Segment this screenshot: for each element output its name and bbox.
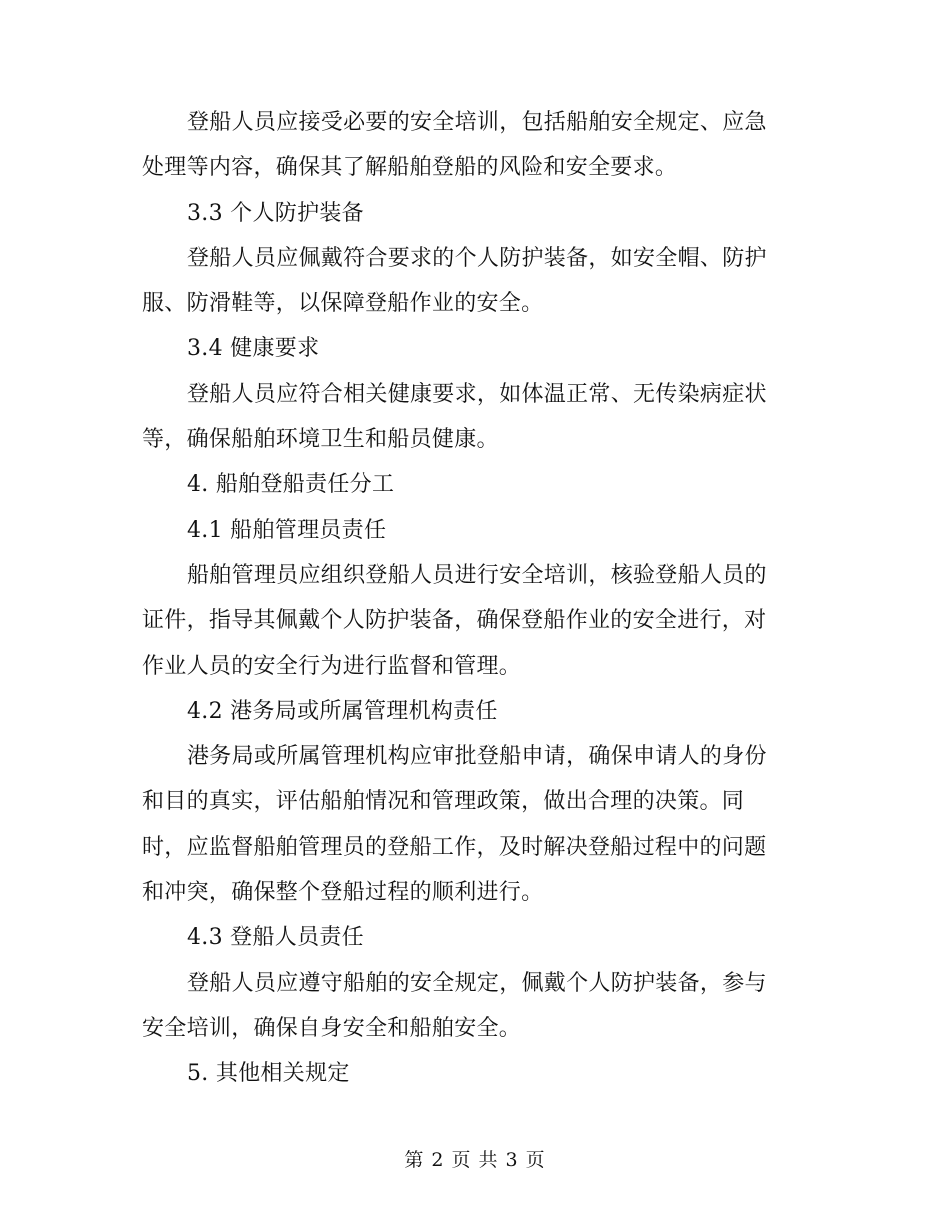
text-line-16: 和目的真实，评估船舶情况和管理政策，做出合理的决策。同	[142, 789, 745, 815]
text-line-12: 证件，指导其佩戴个人防护装备，确保登船作业的安全进行，对	[142, 608, 767, 634]
text-line-13: 作业人员的安全行为进行监督和管理。	[142, 653, 522, 679]
text-line-7: 登船人员应符合相关健康要求，如体温正常、无传染病症状	[187, 381, 767, 407]
section-heading-4-1: 4.1 船舶管理员责任	[187, 517, 387, 543]
text-line-5: 服、防滑鞋等，以保障登船作业的安全。	[142, 291, 544, 317]
text-line-4: 登船人员应佩戴符合要求的个人防护装备，如安全帽、防护	[187, 245, 767, 271]
section-heading-4-2: 4.2 港务局或所属管理机构责任	[187, 698, 498, 724]
section-heading-4-3: 4.3 登船人员责任	[187, 925, 364, 951]
section-heading-4: 4. 船舶登船责任分工	[187, 472, 395, 498]
text-line-21: 安全培训，确保自身安全和船舶安全。	[142, 1015, 522, 1041]
text-line-18: 和冲突，确保整个登船过程的顺利进行。	[142, 880, 544, 906]
text-line-2: 处理等内容，确保其了解船舶登船的风险和安全要求。	[142, 155, 678, 181]
section-heading-5: 5. 其他相关规定	[187, 1061, 350, 1087]
text-line-20: 登船人员应遵守船舶的安全规定，佩戴个人防护装备，参与	[187, 970, 767, 996]
text-line-11: 船舶管理员应组织登船人员进行安全培训，核验登船人员的	[187, 562, 767, 588]
text-line-8: 等，确保船舶环境卫生和船员健康。	[142, 427, 499, 453]
section-heading-3-4: 3.4 健康要求	[187, 336, 320, 362]
text-line-17: 时，应监督船舶管理员的登船工作，及时解决登船过程中的问题	[142, 834, 767, 860]
document-body	[142, 100, 810, 1097]
text-line-1: 登船人员应接受必要的安全培训，包括船舶安全规定、应急	[187, 110, 767, 135]
page-number-footer: 第 2 页 共 3 页	[404, 1149, 546, 1171]
section-heading-3-3: 3.3 个人防护装备	[187, 200, 364, 226]
text-line-15: 港务局或所属管理机构应审批登船申请，确保申请人的身份	[187, 744, 767, 770]
